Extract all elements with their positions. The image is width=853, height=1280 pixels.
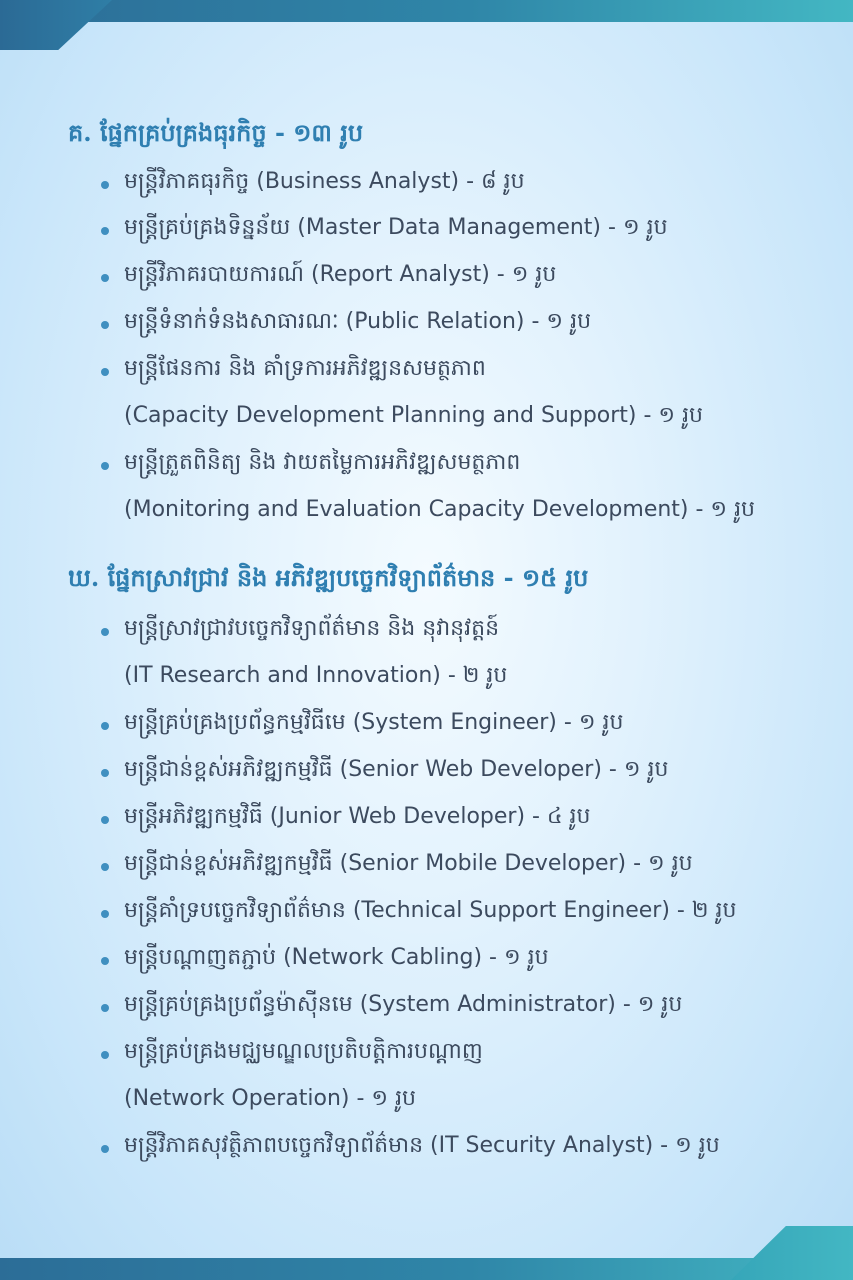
item-line: មន្ត្រីជាន់ខ្ពស់អភិវឌ្ឍកម្មវិធី (Senior Mobile Developer) - ១ រូប	[124, 851, 693, 876]
top-decor-band	[0, 0, 853, 22]
bullet-icon	[101, 628, 109, 636]
bullet-icon	[101, 1004, 109, 1012]
item-line: មន្ត្រីគ្រប់គ្រងប្រព័ន្ធកម្មវិធីមេ (System Engineer) - ១ រូប	[124, 710, 624, 735]
bullet-icon	[101, 957, 109, 965]
item-line-continued: (Monitoring and Evaluation Capacity Development) - ១ រូប	[124, 497, 756, 522]
section-heading-business: គ. ផ្នែកគ្រប់គ្រងធុរកិច្ច - ១៣ រូប	[68, 118, 364, 147]
item-line: មន្ត្រីអភិវឌ្ឍកម្មវិធី (Junior Web Developer) - ៤ រូប	[124, 804, 591, 829]
item-line: មន្ត្រីវិភាគសុវត្ថិភាពបច្ចេកវិទ្យាព័ត៌មាន (IT Security Analyst) - ១ រូប	[124, 1133, 720, 1158]
bullet-icon	[101, 321, 109, 329]
item-line: មន្ត្រីវិភាគរបាយការណ៍ (Report Analyst) - ១ រូប	[124, 262, 557, 287]
bullet-icon	[101, 274, 109, 282]
item-line-continued: (Network Operation) - ១ រូប	[124, 1086, 417, 1111]
bullet-icon	[101, 910, 109, 918]
bullet-icon	[101, 1051, 109, 1059]
item-line: មន្ត្រីទំនាក់ទំនងសាធារណៈ (Public Relation) - ១ រូប	[124, 309, 592, 334]
item-line: មន្ត្រីគ្រប់គ្រងប្រព័ន្ធម៉ាស៊ីនមេ (System Administrator) - ១ រូប	[124, 992, 683, 1017]
item-line: មន្ត្រីបណ្តាញតភ្ជាប់ (Network Cabling) - ១ រូប	[124, 945, 549, 970]
bullet-icon	[101, 181, 109, 189]
bullet-icon	[101, 462, 109, 470]
item-line-continued: (IT Research and Innovation) - ២ រូប	[124, 663, 508, 688]
bullet-icon	[101, 769, 109, 777]
item-line: មន្ត្រីស្រាវជ្រាវបច្ចេកវិទ្យាព័ត៌មាន និង នុវានុវត្តន៍	[124, 616, 500, 641]
item-line: មន្ត្រីវិភាគធុរកិច្ច (Business Analyst) - ៨ រូប	[124, 169, 525, 194]
bullet-icon	[101, 863, 109, 871]
top-left-decor-tab	[0, 0, 112, 50]
item-line: មន្ត្រីជាន់ខ្ពស់អភិវឌ្ឍកម្មវិធី (Senior Web Developer) - ១ រូប	[124, 757, 669, 782]
bottom-decor-band	[0, 1258, 853, 1280]
bullet-icon	[101, 816, 109, 824]
bottom-right-decor-tab	[731, 1226, 853, 1280]
bullet-icon	[101, 1145, 109, 1153]
item-line: មន្ត្រីគ្រប់គ្រងទិន្នន័យ (Master Data Management) - ១ រូប	[124, 215, 668, 240]
item-line: មន្ត្រីត្រួតពិនិត្យ និង វាយតម្លៃការអភិវឌ្ឍសមត្ថភាព	[124, 450, 521, 475]
bullet-icon	[101, 722, 109, 730]
bullet-icon	[101, 227, 109, 235]
bullet-icon	[101, 368, 109, 376]
item-line: មន្ត្រីគ្រប់គ្រងមជ្ឈមណ្ឌលប្រតិបត្តិការបណ្តាញ	[124, 1039, 483, 1064]
item-line-continued: (Capacity Development Planning and Support) - ១ រូប	[124, 403, 704, 428]
section-heading-research: ឃ. ផ្នែកស្រាវជ្រាវ និង អភិវឌ្ឍបច្ចេកវិទ្យាព័ត៌មាន - ១៥ រូប	[68, 563, 589, 592]
item-line: មន្ត្រីផែនការ និង គាំទ្រការអភិវឌ្ឍនសមត្ថភាព	[124, 356, 486, 381]
item-line: មន្ត្រីគាំទ្របច្ចេកវិទ្យាព័ត៌មាន (Technical Support Engineer) - ២ រូប	[124, 898, 737, 923]
